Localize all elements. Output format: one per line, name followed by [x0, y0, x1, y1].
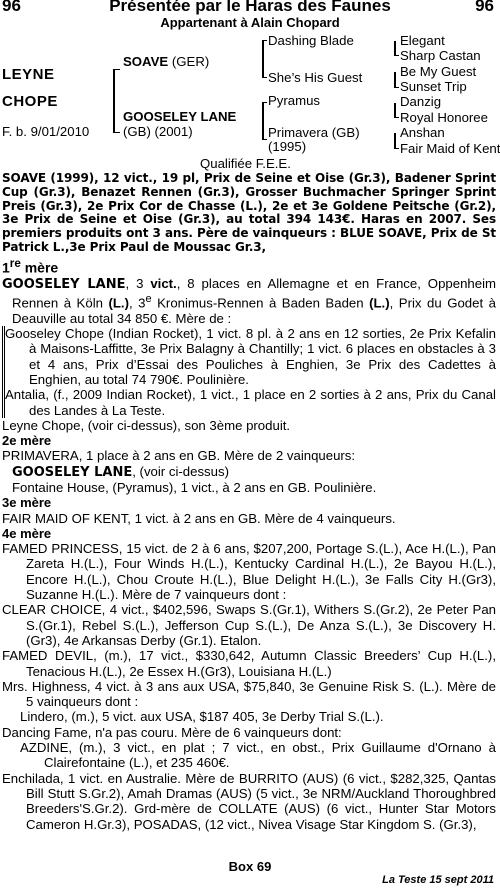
pedigree-bracket — [262, 102, 264, 140]
pedigree-tick — [262, 40, 267, 41]
enchilada: Enchilada, 1 vict. en Australie. Mère de BURRITO (AUS) (6 vict., $282,325, Qantas Bill Stutt S.Gr.2), Amah Dramas (AUS) (5 vict., 3e NRM/Auckland Thoroughbred Breeders'S.Gr.2). Grd-mère de COLLATE (AUS) (6 vict., Hunter Star Motors Cameron H.Gr.3), POSADAS, (12 vict., Nivea Visage Star Kingdom S. (Gr.3), — [2, 770, 496, 832]
text: Kronimus-Rennen à Baden Baden — [151, 295, 370, 311]
famed-devil: FAMED DEVIL, (m.), 17 vict., $330,642, Autumn Classic Breeders’ Cup H.(L.), Tenacious H.(L.), 2e Essex H.(Gr3), Louisiana H.(L.) — [2, 648, 496, 679]
sire-cell — [123, 54, 209, 69]
listed-tag: (L.) — [108, 295, 129, 311]
ggd-2: Sunset Trip — [400, 79, 467, 94]
pedigree-tick — [262, 139, 267, 140]
owner-line: Appartenant à Alain Chopard — [160, 15, 340, 30]
text: , Prix du Godet à Deauville au total 34 850 €. Mère de : — [12, 295, 496, 326]
pedigree-bracket — [394, 72, 396, 88]
dam-sire: Pyramus — [268, 93, 321, 108]
dam-name: GOOSELEY LANE — [123, 109, 237, 124]
ggd-1: Sharp Castan — [400, 48, 481, 63]
first-dam-heading — [2, 256, 496, 276]
third-dam-heading: 3e mère — [2, 495, 52, 511]
dancing-fame: Dancing Fame, n'a pas couru. Mère de 6 vainqueurs dont: — [2, 724, 342, 740]
mrs-highness: Mrs. Highness, 4 vict. à 3 ans aux USA, $75,840, 3e Genuine Risk S. (L.). Mère de 5 vainqueurs dont : — [2, 678, 496, 710]
sire-paragraph: SOAVE (1999), 12 vict., 19 pl, Prix de Seine et Oise (Gr.3), Badener Sprint Cup (Gr.3), Benazet Rennen (Gr.3), Grosser Buchmacher Springer Sprint Preis (Gr.3), 2e Prix Cor de Chasse (L.), 2e et 3e Goldene Peitsche (Gr.2), 3e Prix de Seine et Oise (Gr.3), au total 394 143€. Haras en 2007. Ses premiers produits ont 3 ans. Père de vainqueurs : BLUE SOAVE, Prix de St Patrick L.,3e Prix Paul de Moussac Gr.3, — [2, 171, 496, 254]
horse-name-line2: CHOPE — [2, 93, 58, 110]
pedigree-bracket — [394, 41, 396, 56]
produce-item: Leyne Chope, (voir ci-dessus), son 3ème produit. — [2, 417, 291, 433]
ggs-3: Danzig — [400, 94, 442, 109]
dam-dam-year: (1995) — [268, 139, 307, 154]
text: , 3 — [125, 275, 151, 291]
text: , 3 — [128, 295, 146, 311]
pedigree-bracket — [394, 133, 396, 149]
ggs-4: Anshan — [400, 125, 445, 140]
pedigree-bracket — [262, 40, 264, 78]
third-dam-text: FAIR MAID OF KENT, 1 vict. à 2 ans en GB. Mère de 4 vainqueurs. — [2, 510, 396, 526]
azdine: AZDINE, (m.), 3 vict., en plat ; 7 vict., en obst., Prix Guillaume d'Ornano à Clairefontaine (L.), et 235 460€. — [20, 740, 496, 771]
produce-item: Fontaine House, (Pyramus), 1 vict., à 2 ans en GB. Poulinière. — [12, 479, 377, 495]
second-dam-text: PRIMAVERA, 1 place à 2 ans en GB. Mère de 2 vainqueurs: — [2, 448, 356, 464]
pedigree-tick — [113, 69, 120, 70]
produce-item — [2, 464, 496, 480]
pedigree-tick — [262, 77, 267, 78]
lindero: Lindero, (m.), 5 vict. aux USA, $187 405, 3e Derby Trial S.(L.). — [20, 709, 384, 725]
produce-item: Antalia, (f., 2009 Indian Rocket), 1 vict., 1 place en 2 sorties à 2 ans, Prix du Canal des Landes à La Teste. — [2, 387, 496, 418]
first-dam-paragraph — [2, 276, 496, 326]
pedigree-bracket — [394, 103, 396, 118]
pedigree-tick — [394, 87, 399, 88]
sire-origin: (GER) — [171, 54, 210, 69]
first-dam-name: GOOSELEY LANE — [2, 276, 126, 292]
famed-princess: FAMED PRINCESS, 15 vict. de 2 à 6 ans, $207,200, Portage S.(L.), Ace H.(L.), Pan Zareta H.(L.), Four Winds H.(L.), Kentucky Cardinal H.(L.), 2e Bayou H.(L.), Encore H.(L.), Chou Croute H.(L.), Blue Delight H.(L.), 3e Falls City H.(Gr3), Suzanne H.(L.). Mère de 7 vainqueurs dont : — [2, 541, 496, 603]
catalogue-header — [0, 0, 500, 16]
dam-origin: (GB) (2001) — [123, 124, 193, 139]
horse-name-line1: LEYNE — [2, 66, 55, 83]
pedigree-bracket — [113, 69, 115, 133]
sire-sire: Dashing Blade — [268, 33, 354, 48]
ggd-4: Fair Maid of Kent — [400, 141, 500, 156]
ggd-3: Royal Honoree — [400, 110, 488, 125]
clear-choice: CLEAR CHOICE, 4 vict., $402,596, Swaps S.(Gr.1), Withers S.(Gr.2), 2e Peter Pan S.(Gr.1), Rebel S.(L.), Jefferson Cup S.(L.), De Anza S.(L.), 3e Discovery H.(Gr3), 4e Arkansas Derby (Gr.1). Etalon. — [2, 602, 496, 648]
ggs-1: Elegant — [400, 33, 445, 48]
box-number: Box 69 — [228, 858, 272, 874]
produce-name: GOOSELEY LANE — [12, 464, 133, 480]
lot-number-left: 96 — [2, 0, 21, 15]
heading-sup: re — [9, 256, 21, 270]
sire-dam: She’s His Guest — [268, 70, 363, 85]
produce-rest: , (voir ci-dessus) — [132, 463, 229, 479]
second-dam-heading: 2e mère — [2, 433, 52, 449]
pedigree-tick — [394, 55, 399, 56]
horse-sex-birth: F. b. 9/01/2010 — [2, 124, 90, 139]
ggs-2: Be My Guest — [400, 64, 477, 79]
dam-dam: Primavera (GB) — [268, 125, 360, 140]
listed-tag: (L.) — [369, 295, 390, 311]
pedigree-tick — [394, 117, 399, 118]
text: , 8 places en Allemagne et en France, Oppenheim Rennen à Köln — [12, 275, 496, 311]
pedigree-tick — [262, 102, 267, 103]
vict-bold: vict. — [150, 275, 177, 291]
catalogue-body — [2, 172, 496, 832]
heading-num: 1 — [2, 259, 10, 276]
qualified-note: Qualifiée F.E.E. — [200, 156, 291, 171]
sale-footer: La Teste 15 sept 2011 — [382, 873, 494, 886]
heading-word: mère — [20, 259, 59, 276]
sire-name: SOAVE — [123, 54, 169, 69]
produce-item: Gooseley Chope (Indian Rocket), 1 vict. 8 pl. à 2 ans en 12 sorties, 2e Prix Kefalin à Maisons-Laffitte, 3e Prix Balagny à Chantilly; 1 vict. 6 places en obstacles à 3 et 4 ans, Prix d’Essai des Pouliches à Enghien, 3e Prix des Cadettes à Enghien, au total 74 790€. Poulinière. — [2, 326, 496, 387]
pedigree-tick — [113, 132, 120, 133]
pedigree-tick — [394, 148, 399, 149]
fourth-dam-heading: 4e mère — [2, 525, 52, 541]
consignor-title: Présentée par le Haras des Faunes — [109, 0, 391, 15]
lot-number-right: 96 — [475, 0, 494, 15]
sup: e — [145, 293, 152, 306]
